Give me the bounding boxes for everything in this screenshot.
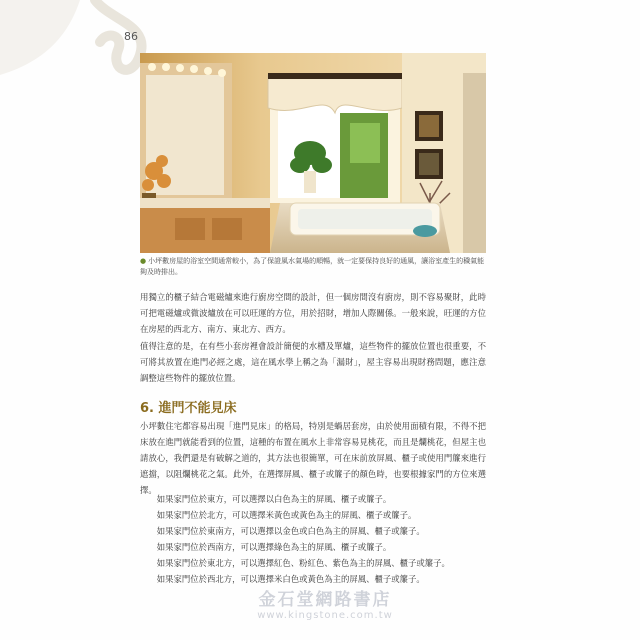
caption-text: 小坪數房屋的浴室空間通常較小，為了保證風水氣場的順暢，就一定要保持良好的通風，讓浴室產生的穢氣能夠及時排出。 — [140, 257, 485, 276]
list-item: 如果家門位於東北方，可以選擇紅色、粉紅色、紫色為主的屏風、櫃子或簾子。 — [156, 558, 450, 568]
section-paragraph: 小坪數住宅都容易出現「進門見床」的格局，特別是蝸居套房，由於使用面積有限，不得不把床放在進門就能看到的位置，這種的布置在風水上非常容易見桃花，而且是爛桃花，但屋主也請放心，我們還是有破解之道的，其方法也很簡單，可在床前放屏風、櫃子或使用門簾來進行遮擋，以阻爛桃花之氣。此外，在選擇屏風、櫃子或簾子的顏色時，也要根據家門的方位來選擇。 — [140, 421, 486, 495]
list-item: 如果家門位於西北方，可以選擇米白色或黃色為主的屏風、櫃子或簾子。 — [156, 574, 425, 584]
page-number: 86 — [124, 30, 138, 43]
watermark-url: www.kingstone.com.tw — [257, 610, 393, 621]
corner-swirl-decoration — [0, 0, 150, 90]
watermark-store-name: 金石堂網路書店 — [258, 590, 392, 610]
list-item: 如果家門位於西南方，可以選擇綠色為主的屏風、櫃子或簾子。 — [156, 542, 392, 552]
photo-caption — [140, 256, 486, 278]
direction-color-list — [140, 491, 486, 587]
list-item: 如果家門位於東方，可以選擇以白色為主的屏風、櫃子或簾子。 — [156, 494, 392, 504]
list-item: 如果家門位於東南方，可以選擇以金色或白色為主的屏風、櫃子或簾子。 — [156, 526, 425, 536]
list-item: 如果家門位於北方，可以選擇米黃色或黃色為主的屏風、櫃子或簾子。 — [156, 510, 417, 520]
section-heading: 6. 進門不能見床 — [140, 401, 237, 416]
caption-bullet-icon: ● — [140, 257, 147, 265]
paragraph-2: 值得注意的是，在有些小套房裡會設計簡便的水槽及單爐，這些物件的擺放位置也很重要，不可將其放置在進門必經之處，這在風水學上稱之為「漏財」，屋主容易出現財務問題，應注意調整這些物件的擺放位置。 — [140, 341, 486, 383]
paragraph-1: 用獨立的櫃子結合電磁爐來進行廚房空間的設計，但一個房間沒有廚房，則不容易聚財，此時可把電磁爐或微波爐放在可以旺運的方位，用於招財，增加人際關係。一般來說，旺運的方位在房屋的西北方、南方、東北方、西方。 — [140, 292, 486, 334]
watermark — [225, 585, 425, 621]
bathroom-photo — [140, 53, 486, 253]
